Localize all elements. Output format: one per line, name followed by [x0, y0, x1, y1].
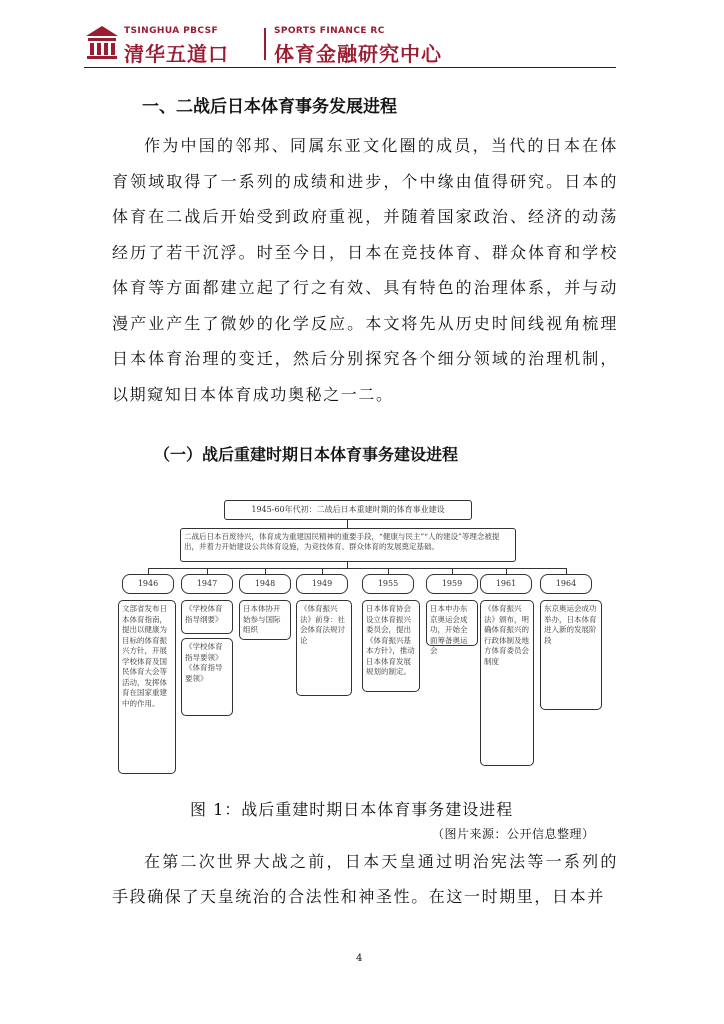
- center-name-cn: 体育金融研究中心: [274, 42, 442, 66]
- center-name-en: SPORTS FINANCE RC: [274, 26, 385, 36]
- event-1955: 日本体育协会设立体育振兴委员会，提出《体育振兴基本方针》，推动日本体育发展规划的制定。: [362, 600, 420, 692]
- year-1964: 1964: [540, 574, 592, 594]
- org-name-cn: 清华五道口: [124, 42, 229, 66]
- page-header: [84, 24, 644, 64]
- event-1961: 《体育振兴法》颁布，明确体育振兴的行政体制及地方体育委员会制度: [480, 600, 534, 766]
- intro-paragraph: 作为中国的邻邦、同属东亚文化圈的成员，当代的日本在体育领域取得了一系列的成绩和进步，个中缘由值得研究。日本的体育在二战后开始受到政府重视，并随着国家政治、经济的动荡经历了若干沉浮。时至今日，日本在竞技体育、群众体育和学校体育等方面都建立起了行之有效、具有特色的治理体系，并与动漫产业产生了微妙的化学反应。本文将先从历史时间线视角梳理日本体育治理的变迁，然后分别探究各个细分领域的治理机制，以期窥知日本体育成功奥秘之一二。: [112, 136, 618, 404]
- section-title: 一、二战后日本体育事务发展进程: [142, 97, 397, 117]
- figure-source: （图片来源：公开信息整理）: [432, 827, 595, 841]
- figure-caption: 图 1：战后重建时期日本体育事务建设进程: [190, 800, 514, 819]
- org-name-en: TSINGHUA PBCSF: [124, 26, 219, 36]
- timeline-bar: [148, 568, 566, 569]
- year-1961: 1961: [480, 574, 532, 594]
- tsinghua-logo-icon: [84, 24, 120, 60]
- year-1955: 1955: [362, 574, 414, 594]
- year-1948: 1948: [239, 574, 291, 594]
- page-number: 4: [356, 953, 363, 964]
- year-1949: 1949: [296, 574, 348, 594]
- event-1949: 《体育振兴法》前身：社会体育法规讨论: [296, 600, 352, 696]
- header-divider: [264, 28, 266, 60]
- event-1964: 东京奥运会成功举办，日本体育进入新的发展阶段: [540, 600, 602, 710]
- figure-intro-box: 二战后日本百废待兴，体育成为重建国民精神的重要手段，“健康与民主”“人的建设”等理念被提出，并着力开始建设公共体育设施，为竞技体育、群众体育的发展奠定基础。: [180, 528, 516, 562]
- subsection-title: （一）战后重建时期日本体育事务建设进程: [154, 445, 459, 464]
- event-1948: 日本体协开始参与国际组织: [239, 600, 291, 640]
- header-rule: [84, 67, 616, 68]
- timeline-figure: [118, 494, 618, 774]
- connector-line: [347, 520, 348, 528]
- event-1946: 文部省发布日本体育指南，提出以健康为目标的体育振兴方针，开展学校体育及国民体育大会等活动，发挥体育在国家重建中的作用。: [118, 600, 176, 774]
- closing-paragraph: 在第二次世界大战之前，日本天皇通过明治宪法等一系列的手段确保了天皇统治的合法性和神圣性。在这一时期里，日本并: [112, 852, 618, 906]
- event-1947-b: 《学校体育指导要领》《体育指导要领》: [181, 638, 233, 716]
- year-1959: 1959: [426, 574, 478, 594]
- year-1946: 1946: [122, 574, 174, 594]
- figure-title-box: 1945-60年代初：二战后日本重建时期的体育事业建设: [224, 500, 472, 520]
- year-1947: 1947: [181, 574, 233, 594]
- event-1959-a: 日本申办东京奥运会成功，开始全面筹备奥运会: [426, 600, 478, 646]
- event-1947-a: 《学校体育指导纲要》: [181, 600, 233, 634]
